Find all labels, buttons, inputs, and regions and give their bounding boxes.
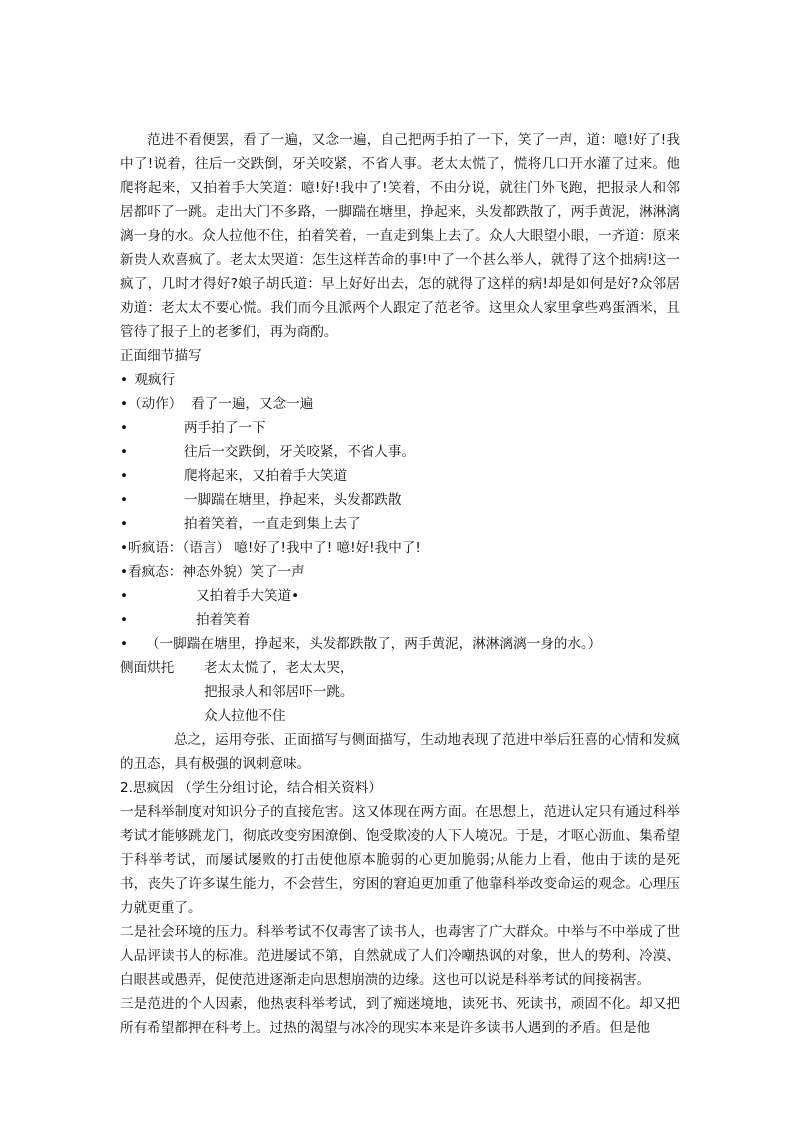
paragraph-excerpt: 范进不看便罢，看了一遍，又念一遍，自己把两手拍了一下，笑了一声，道：噫!好了!我中了!说着，往后一交跌倒，牙关咬紧，不省人事。老太太慌了，慌将几口开水灌了过来。他爬将起来，又拍着手大笑道：噫!好!我中了!笑着，不由分说，就往门外飞跑，把报录人和邻居都吓了一跳。走出大门不多路，一脚踹在塘里，挣起来，头发都跌散了，两手黄泥，淋淋漓漓一身的水。众人拉他不住，拍着笑着，一直走到集上去了。众人大眼望小眼，一齐道：原来新贵人欢喜疯了。老太太哭道：怎生这样苦命的事!中了一个甚么举人，就得了这个拙病!这一疯了，几时才得好?娘子胡氏道：早上好好出去，怎的就得了这样的病!却是如何是好?众邻居劝道：老太太不要心慌。我们而今且派两个人跟定了范老爷。这里众人家里拿些鸡蛋酒米，且管待了报子上的老爹们，再为商酌。: [120, 132, 680, 340]
side-support-row-3: [120, 704, 680, 728]
bullet: •: [120, 612, 129, 628]
reason-paragraph-1: 一是科举制度对知识分子的直接危害。这又体现在两方面。在思想上，范进认定只有通过科举考试才能够跳龙门，彻底改变穷困潦倒、饱受欺凌的人下人境况。于是，才呕心沥血、集希望于科举考试，而屡试屡败的打击使他原本脆弱的心更加脆弱;从能力上看，他由于读的是死书，丧失了许多谋生能力，不会营生，穷困的窘迫更加重了他靠科举改变命运的观念。心理压力就更重了。: [120, 804, 680, 916]
list-item-text: 观疯行: [134, 372, 176, 388]
list-item-text: •看疯态：神态外貌）笑了一声: [120, 564, 305, 580]
list-item-kanfeng-2: [120, 584, 680, 608]
list-item-guanfeng: [120, 368, 680, 392]
list-item-action-3: [120, 440, 680, 464]
list-item-text: 往后一交跌倒，牙关咬紧，不省人事。: [184, 444, 416, 460]
bullet: •: [120, 420, 129, 436]
side-support-text: 把报录人和邻居吓一跳。: [204, 684, 354, 700]
list-item-text: 一脚踹在塘里，挣起来，头发都跌散: [184, 492, 402, 508]
side-support-text: 老太太慌了，老太太哭，: [204, 660, 354, 676]
list-item-kanfeng-3: [120, 608, 680, 632]
section-title-reasons: [120, 776, 680, 800]
document-page: [120, 128, 680, 1040]
side-support-row-1: [120, 656, 680, 680]
reason-paragraph-2: 二是社会环境的压力。科举考试不仅毒害了读书人，也毒害了广大群众。中举与不中举成了世人品评读书人的标准。范进屡试不第，自然就成了人们冷嘲热讽的对象，世人的势利、冷漠、白眼甚或愚弄，促使范进逐渐走向思想崩溃的边缘。这也可以说是科举考试的间接祸害。: [120, 924, 680, 988]
reason-paragraph-3: 三是范进的个人因素，他热衷科举考试，到了痴迷境地，读死书、死读书，顽固不化。却又把所有希望都押在科考上。过热的渴望与冰冷的现实本来是许多读书人遇到的矛盾。但是他: [120, 996, 680, 1036]
list-item-text: 两手拍了一下: [184, 420, 266, 436]
list-item-tingfeng: [120, 536, 680, 560]
bullet: •: [120, 468, 129, 484]
side-support-row-2: [120, 680, 680, 704]
side-support-label: 侧面烘托: [120, 660, 175, 676]
bullet: •: [120, 588, 129, 604]
action-label: （动作）: [128, 396, 183, 412]
side-support-text: 众人拉他不住: [204, 708, 286, 724]
section-title-text: 正面细节描写: [120, 348, 202, 364]
list-item-action-2: [120, 416, 680, 440]
list-item-action-1: [120, 392, 680, 416]
list-item-kanfeng: [120, 560, 680, 584]
list-item-text: 又拍着手大笑道•: [196, 588, 300, 604]
list-item-action-4: [120, 464, 680, 488]
bullet: •: [120, 444, 129, 460]
list-item-text: 拍着笑着: [196, 612, 251, 628]
section-title-text: 2.思疯因 （学生分组讨论，结合相关资料）: [120, 780, 382, 796]
list-item-text: 爬将起来，又拍着手大笑道: [184, 468, 348, 484]
bullet: •: [120, 636, 129, 652]
summary-paragraph: 总之，运用夸张、正面描写与侧面描写，生动地表现了范进中举后狂喜的心情和发疯的丑态，具有极强的讽刺意味。: [120, 732, 680, 772]
list-item-action-6: [120, 512, 680, 536]
list-item-text: （一脚踹在塘里，挣起来，头发都跌散了，两手黄泥，淋淋漓漓一身的水。）: [146, 636, 602, 652]
list-item-action-5: [120, 488, 680, 512]
list-item-text: •听疯语：（语言） 噫!好了!我中了! 噫!好!我中了!: [120, 540, 421, 556]
bullet: •: [120, 492, 129, 508]
list-item-text: 拍着笑着，一直走到集上去了: [184, 516, 361, 532]
bullet: •: [120, 516, 129, 532]
list-item-text: 看了一遍，又念一遍: [191, 396, 314, 412]
bullet: •: [120, 372, 129, 388]
bullet: •: [120, 396, 129, 412]
list-item-kanfeng-4: [120, 632, 680, 656]
section-title-front-detail: [120, 344, 680, 368]
